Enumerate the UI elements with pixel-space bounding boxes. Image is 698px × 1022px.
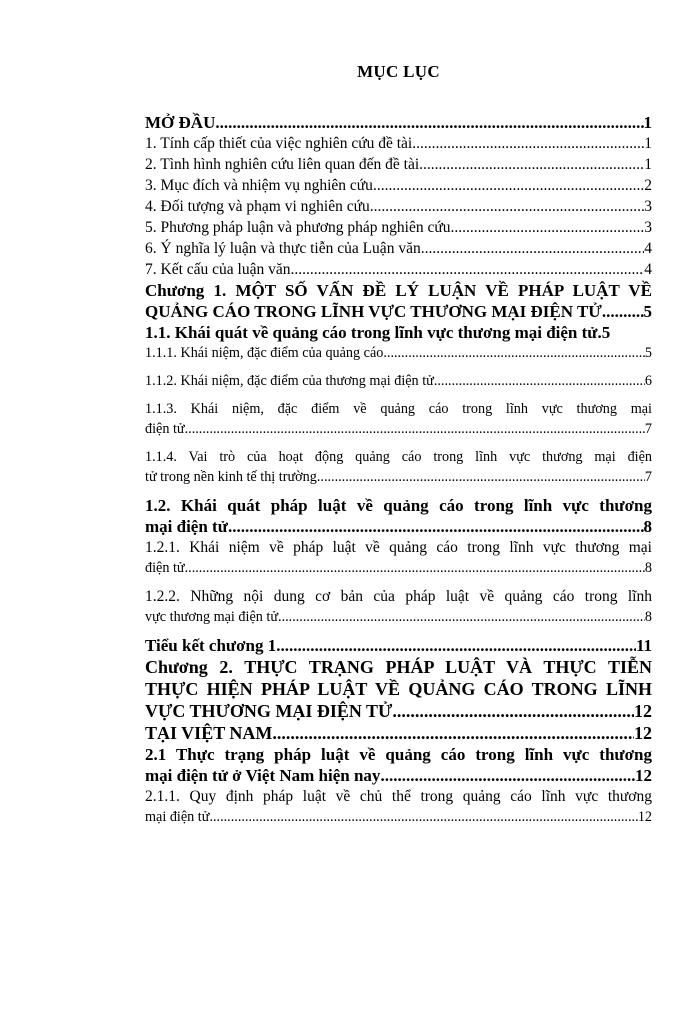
toc-entry-1-2[interactable] <box>145 495 652 537</box>
toc-page-number: 5 <box>601 323 611 342</box>
toc-entry-intro-1[interactable] <box>145 133 652 154</box>
table-of-contents <box>145 112 652 827</box>
toc-page-number: 6 <box>644 373 652 389</box>
toc-entry-text-continued: QUẢNG CÁO TRONG LĨNH VỰC THƯƠNG MẠI ĐIỆN TỬ <box>145 302 602 321</box>
toc-entry-text-continued: VỰC THƯƠNG MẠI ĐIỆN TỬ <box>145 701 393 721</box>
toc-page-number: 12 <box>635 766 652 785</box>
toc-entry-text-continued: tử trong nền kinh tế thị trường <box>145 469 317 485</box>
toc-page-number: 8 <box>644 609 652 625</box>
toc-entry-text: 5. Phương pháp luận và phương pháp nghiên cứu <box>145 219 451 236</box>
dot-leader <box>228 516 644 537</box>
toc-page-number: 7 <box>644 469 652 485</box>
toc-entry-2-1[interactable] <box>145 744 652 786</box>
dot-leader <box>185 419 645 439</box>
toc-page-number: 1 <box>644 135 652 152</box>
toc-entry-text-continued: mại điện tử <box>145 517 228 536</box>
toc-entry-text-continued: TẠI VIỆT NAM <box>145 723 273 743</box>
toc-entry-intro-6[interactable] <box>145 238 652 259</box>
toc-entry-text: Chương 1. MỘT SỐ VẤN ĐỀ LÝ LUẬN VỀ PHÁP LUẬT VỀ <box>145 281 652 300</box>
dot-leader <box>412 133 644 154</box>
toc-entry-intro-7[interactable] <box>145 259 652 280</box>
toc-entry-text-continued: điện tử <box>145 421 185 437</box>
dot-leader <box>215 112 643 133</box>
dot-leader <box>373 175 644 196</box>
toc-entry-text-continued: vực thương mại điện tử <box>145 609 279 625</box>
toc-entry-text: 2. Tình hình nghiên cứu liên quan đến đề tài <box>145 156 420 173</box>
toc-entry-1-1-2[interactable] <box>145 371 652 391</box>
toc-entry-chapter-1[interactable] <box>145 280 652 322</box>
dot-leader <box>370 196 645 217</box>
toc-entry-text: 3. Mục đích và nhiệm vụ nghiên cứu <box>145 177 373 194</box>
dot-leader <box>392 700 634 722</box>
dot-leader <box>209 807 637 827</box>
toc-page-number: 2 <box>644 177 652 194</box>
toc-page-number: 3 <box>644 219 652 236</box>
toc-entry-intro-2[interactable] <box>145 154 652 175</box>
toc-entry-text: MỞ ĐẦU <box>145 113 216 132</box>
dot-leader <box>450 217 644 238</box>
toc-entry-text: 1.2.2. Những nội dung cơ bản của pháp luật về quảng cáo trong lĩnh <box>145 588 652 605</box>
toc-entry-intro-5[interactable] <box>145 217 652 238</box>
toc-entry-chapter-2[interactable] <box>145 656 652 744</box>
toc-entry-text: 1.1.4. Vai trò của hoạt động quảng cáo trong lĩnh vực thương mại điện <box>145 449 652 465</box>
toc-page-number: 8 <box>643 517 652 536</box>
toc-page-number: 1 <box>644 156 652 173</box>
toc-entry-2-1-1[interactable] <box>145 786 652 827</box>
dot-leader <box>272 722 634 744</box>
toc-entry-text: Chương 2. THỰC TRẠNG PHÁP LUẬT VÀ THỰC TIỄN <box>145 657 652 677</box>
dot-leader <box>602 301 644 322</box>
toc-entry-text: 1.1.2. Khái niệm, đặc điểm của thương mại điện tử <box>145 373 434 389</box>
toc-page-number: 5 <box>643 302 652 321</box>
toc-page-number: 11 <box>635 636 652 655</box>
toc-entry-1-1-4[interactable] <box>145 447 652 487</box>
toc-page-number: 4 <box>644 261 652 278</box>
toc-page-number: 12 <box>634 701 652 721</box>
toc-entry-text-continued: THỰC HIỆN PHÁP LUẬT VỀ QUẢNG CÁO TRONG LĨNH <box>145 679 652 699</box>
toc-entry-text: 6. Ý nghĩa lý luận và thực tiễn của Luận văn <box>145 240 421 257</box>
dot-leader <box>185 558 645 578</box>
toc-entry-text: Tiểu kết chương 1 <box>145 636 277 655</box>
toc-page-number: 1 <box>643 113 652 132</box>
toc-entry-intro-3[interactable] <box>145 175 652 196</box>
toc-entry-text-continued: mại điện tử <box>145 809 210 825</box>
dot-leader <box>276 635 636 656</box>
toc-entry-text: 1.1.3. Khái niệm, đặc điểm về quảng cáo trong lĩnh vực thương mại <box>145 401 652 417</box>
toc-entry-text-continued: mại điện tử ở Việt Nam hiện nay <box>145 766 381 785</box>
toc-page-number: 4 <box>644 240 652 257</box>
toc-entry-text: 1. Tính cấp thiết của việc nghiên cứu đề tài <box>145 135 413 152</box>
page-title: MỤC LỤC <box>357 62 440 81</box>
toc-entry-intro-4[interactable] <box>145 196 652 217</box>
toc-page-number: 7 <box>644 421 652 437</box>
toc-entry-1-1[interactable] <box>145 322 652 343</box>
toc-page-number: 12 <box>637 809 652 825</box>
dot-leader <box>290 259 644 280</box>
toc-page-number: 5 <box>644 345 652 361</box>
toc-entry-text: 2.1.1. Quy định pháp luật về chủ thể trong quảng cáo lĩnh vực thương <box>145 788 652 805</box>
toc-page-number: 12 <box>634 723 652 743</box>
toc-entry-text: 2.1 Thực trạng pháp luật về quảng cáo trong lĩnh vực thương <box>145 745 652 764</box>
dot-leader <box>383 343 645 363</box>
dot-leader <box>380 765 635 786</box>
toc-entry-1-1-3[interactable] <box>145 399 652 439</box>
toc-entry-text: 7. Kết cấu của luận văn <box>145 261 291 278</box>
dot-leader <box>317 467 645 487</box>
toc-entry-1-2-2[interactable] <box>145 586 652 627</box>
toc-entry-text: 4. Đối tượng và phạm vi nghiên cứu <box>145 198 370 215</box>
toc-entry-text: 1.2. Khái quát pháp luật về quảng cáo trong lĩnh vực thương <box>145 496 652 515</box>
toc-entry-1-1-1[interactable] <box>145 343 652 363</box>
dot-leader <box>421 238 645 259</box>
toc-entry-text-continued: điện tử <box>145 560 185 576</box>
toc-page-number: 8 <box>644 560 652 576</box>
toc-entry-text: 1.1. Khái quát về quảng cáo trong lĩnh vực thương mại điện tử. <box>145 323 602 342</box>
toc-entry-mo-dau[interactable] <box>145 112 652 133</box>
toc-entry-1-2-1[interactable] <box>145 537 652 578</box>
dot-leader <box>434 371 645 391</box>
dot-leader <box>419 154 644 175</box>
toc-entry-tieu-ket-1[interactable] <box>145 635 652 656</box>
toc-page-number: 3 <box>644 198 652 215</box>
toc-entry-text: 1.2.1. Khái niệm về pháp luật về quảng cáo trong lĩnh vực thương mại <box>145 539 652 556</box>
toc-entry-text: 1.1.1. Khái niệm, đặc điểm của quảng cáo <box>145 345 384 361</box>
dot-leader <box>278 607 645 627</box>
